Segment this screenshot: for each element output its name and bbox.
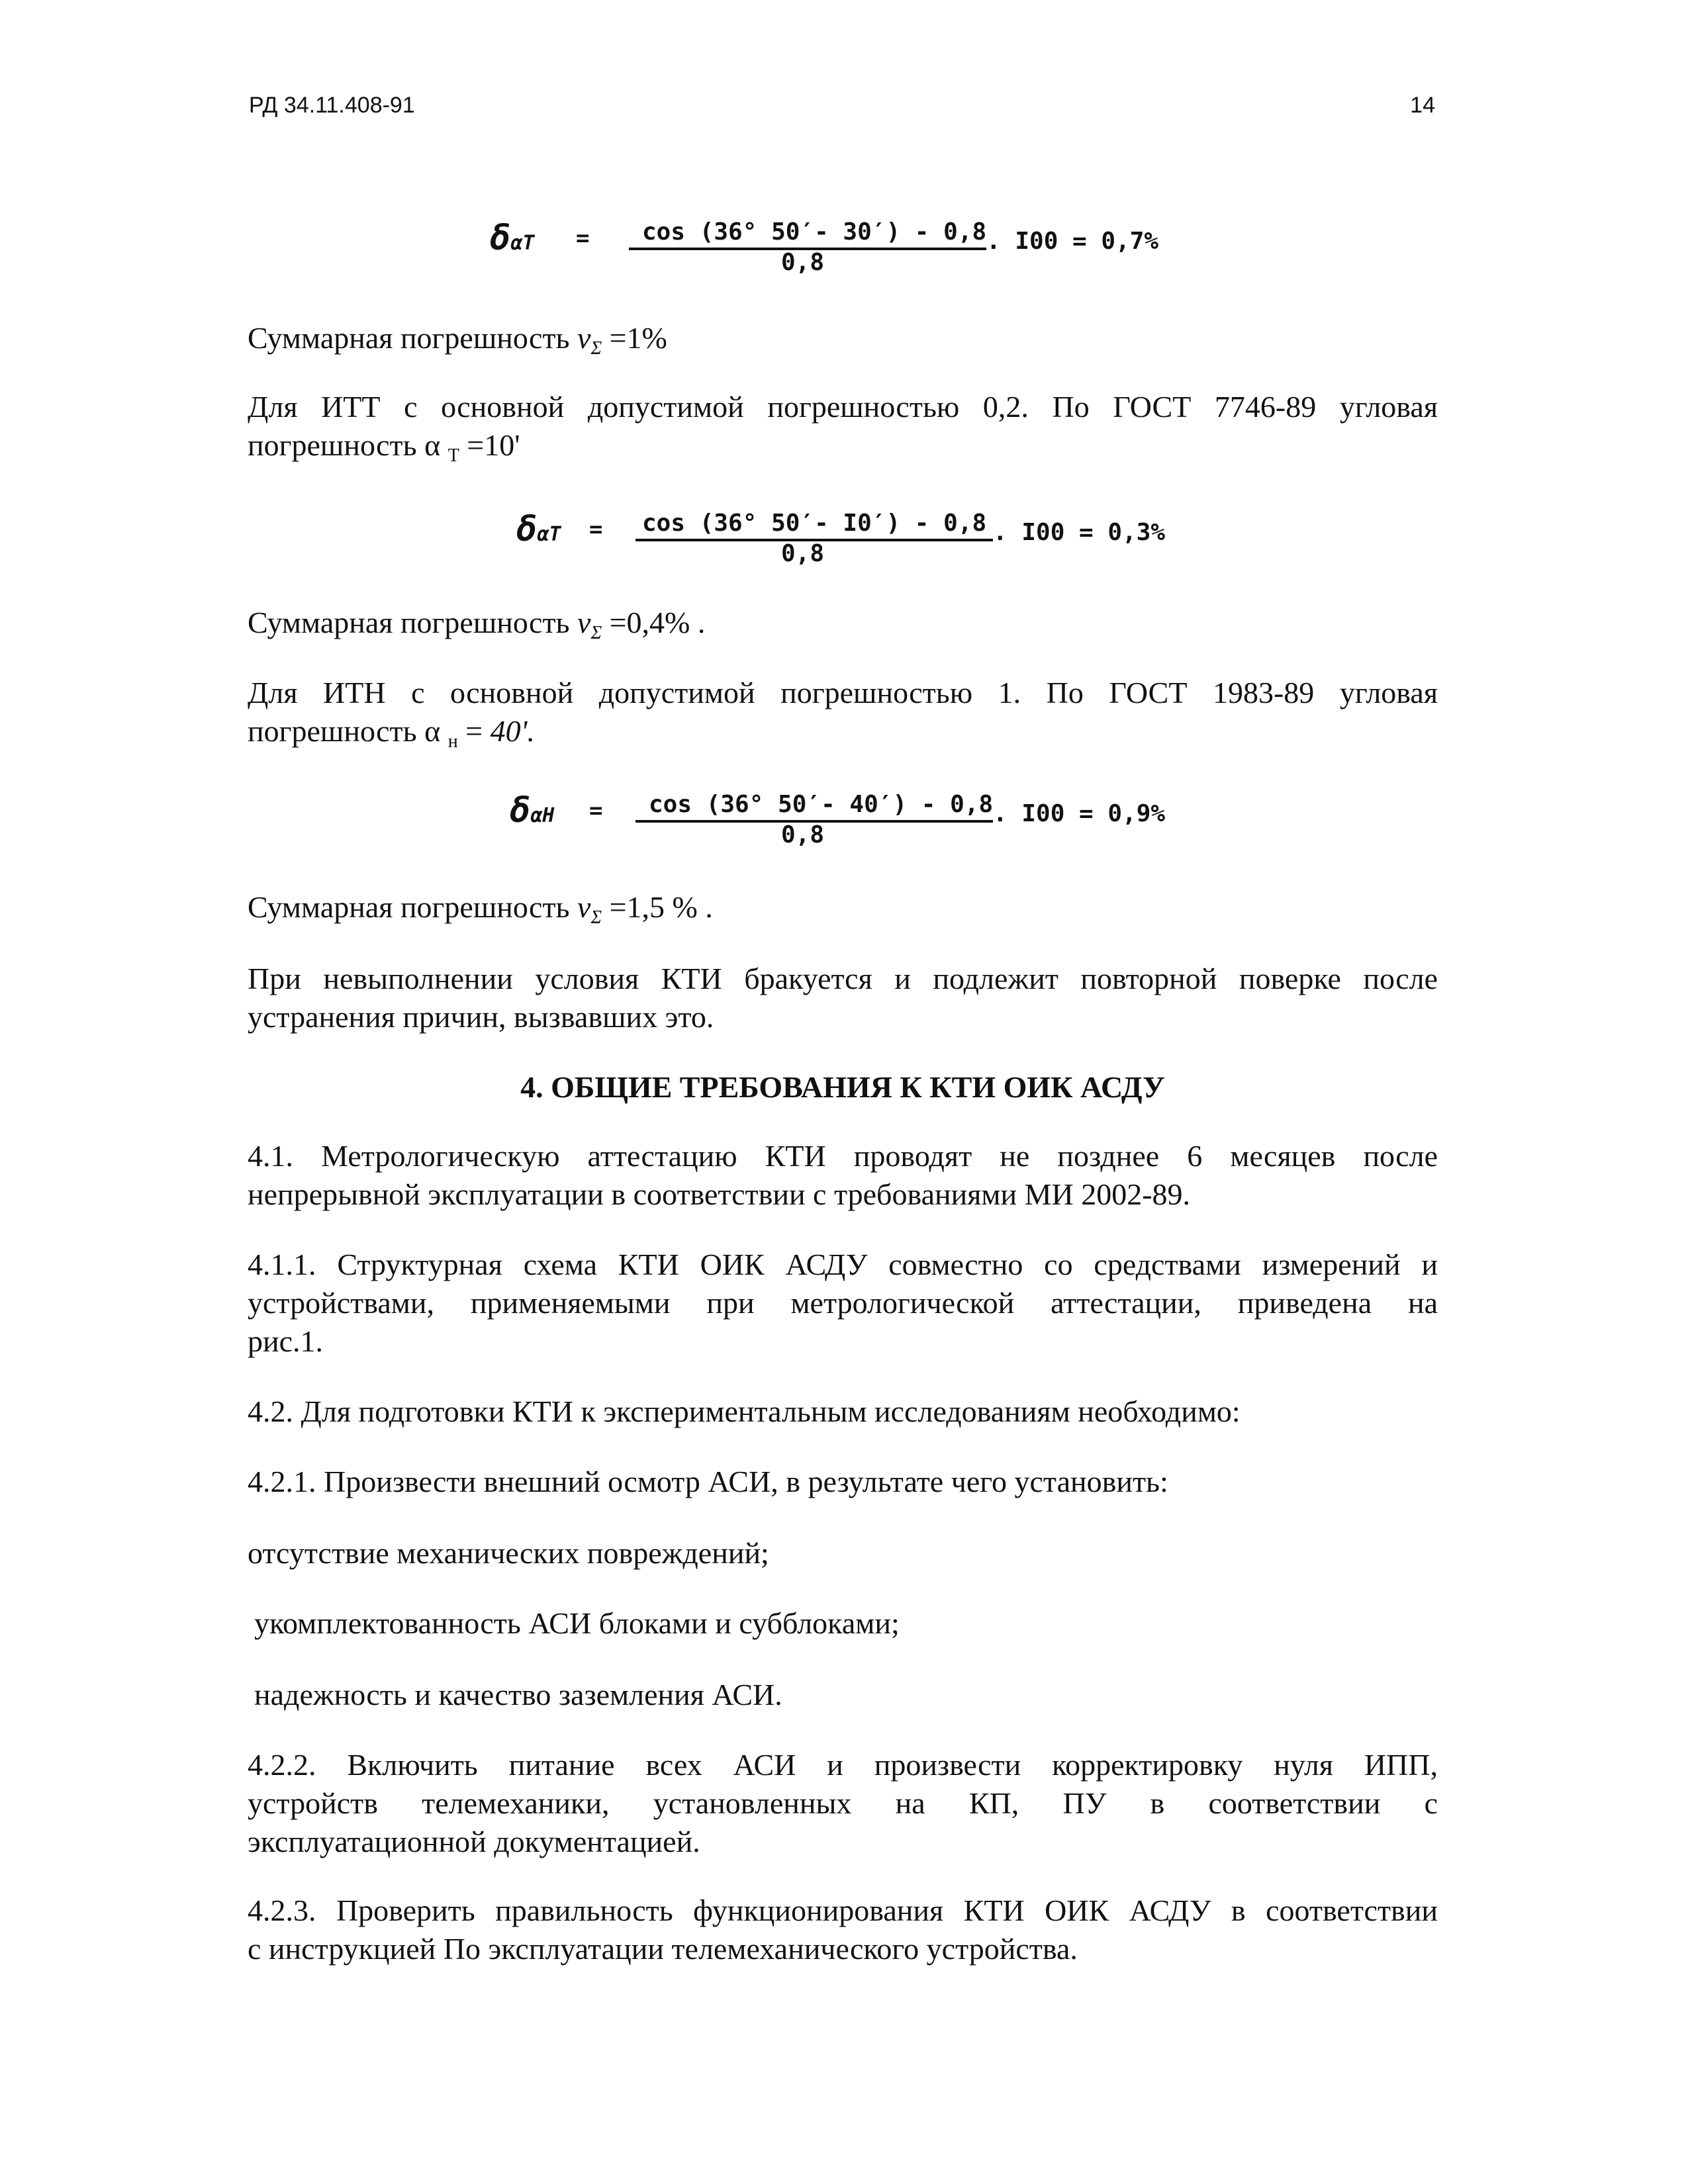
formula-equals: = bbox=[589, 516, 603, 543]
formula-equals: = bbox=[576, 225, 590, 251]
paragraph-4-1-1: 4.1.1. Структурная схема КТИ ОИК АСДУ совместно со средствами измерений и устройствами, применяемыми при метрологической аттестации, приведена на рис.1. bbox=[248, 1248, 1438, 1358]
paragraph-4-2: 4.2. Для подготовки КТИ к экспериментальным исследованиям необходимо: bbox=[248, 1394, 1241, 1428]
formula-lhs: δαT bbox=[516, 510, 561, 549]
paragraph-itn: Для ИТН с основной допустимой погрешностью 1. По ГОСТ 1983-89 угловая погрешность α н = 40'. bbox=[248, 676, 1438, 752]
paragraph-4-2-2: 4.2.2. Включить питание всех АСИ и произвести корректировку нуля ИПП, устройств телемеханики, установленных на КП, ПУ в соответствии с эксплуатационной документацией. bbox=[248, 1748, 1438, 1858]
formula-result: . I00 = 0,7% bbox=[986, 228, 1159, 255]
formula-lhs: δαT bbox=[490, 218, 535, 258]
paragraph-4-1: 4.1. Метрологическую аттестацию КТИ проводят не позднее 6 месяцев после непрерывной эксплуатации в соответствии с требованиями МИ 2002-89. bbox=[248, 1139, 1438, 1211]
formula-lhs: δαH bbox=[510, 791, 555, 831]
formula-numerator: cos (36° 50′- I0′) - 0,8 bbox=[642, 510, 987, 537]
formula-1 bbox=[490, 218, 1165, 291]
paragraph-itt: Для ИТТ с основной допустимой погрешностью 0,2. По ГОСТ 7746-89 угловая погрешность α T =10' bbox=[248, 390, 1438, 466]
formula-result: . I00 = 0,9% bbox=[993, 800, 1166, 827]
formula-equals: = bbox=[589, 797, 603, 824]
list-item-completeness: укомплектованность АСИ блоками и субблоками; bbox=[254, 1606, 900, 1640]
page-number: 14 bbox=[1410, 93, 1435, 118]
formula-3 bbox=[510, 791, 1178, 864]
formula-2 bbox=[516, 510, 1178, 582]
formula-result: . I00 = 0,3% bbox=[993, 519, 1166, 546]
paragraph-4-2-3: 4.2.3. Проверить правильность функционирования КТИ ОИК АСДУ в соответствии с инструкцией По эксплуатации телемеханического устройства. bbox=[248, 1893, 1438, 1966]
list-item-no-damage: отсутствие механических повреждений; bbox=[248, 1536, 769, 1570]
formula-denominator: 0,8 bbox=[781, 249, 825, 276]
formula-numerator: cos (36° 50′- 40′) - 0,8 bbox=[649, 791, 994, 818]
formula-denominator: 0,8 bbox=[781, 821, 825, 848]
paragraph-rejection: При невыполнении условия КТИ бракуется и подлежит повторной поверке после устранения причин, вызвавших это. bbox=[248, 962, 1438, 1034]
document-code: РД 34.11.408-91 bbox=[249, 93, 415, 118]
paragraph-total-error-1: Суммарная погрешность vΣ =1% bbox=[248, 321, 667, 359]
formula-denominator: 0,8 bbox=[781, 540, 825, 567]
section-heading: 4. ОБЩИЕ ТРЕБОВАНИЯ К КТИ ОИК АСДУ bbox=[520, 1070, 1165, 1104]
paragraph-total-error-3: Суммарная погрешность vΣ =1,5 % . bbox=[248, 890, 713, 928]
list-item-grounding: надежность и качество заземления АСИ. bbox=[254, 1678, 782, 1711]
paragraph-total-error-2: Суммарная погрешность vΣ =0,4% . bbox=[248, 606, 706, 643]
formula-numerator: cos (36° 50′- 30′) - 0,8 bbox=[642, 218, 987, 246]
paragraph-4-2-1: 4.2.1. Произвести внешний осмотр АСИ, в результате чего установить: bbox=[248, 1465, 1168, 1498]
